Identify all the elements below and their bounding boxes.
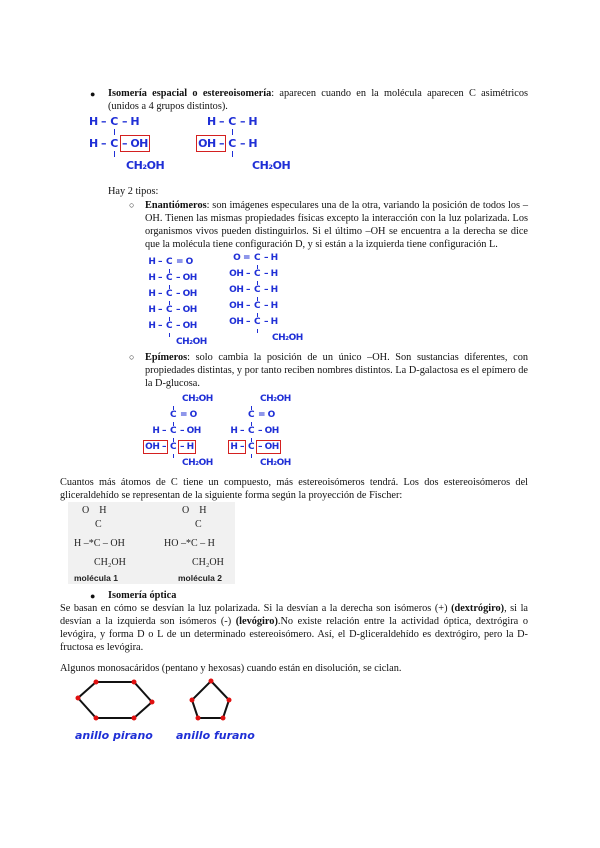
formula-substituent: – OH	[176, 289, 197, 299]
formula-center: C	[253, 301, 261, 311]
formula-center: CH₂OH	[260, 394, 291, 404]
formula-substituent: H –	[88, 137, 106, 150]
formula-substituent: = O	[258, 410, 275, 420]
highlight-box: H –	[230, 442, 244, 452]
formula-row	[222, 426, 315, 437]
formula-substituent	[180, 442, 204, 453]
highlight-box: OH –	[145, 442, 166, 452]
sub-bullet: ○	[129, 352, 135, 362]
stereoisomerism-title: Isomería espacial o estereoisomería	[108, 88, 272, 99]
cyclize-paragraph: Algunos monosacáridos (pentano y hexosas) cuando están en disolución, se ciclan.	[60, 663, 402, 674]
formula-row	[222, 394, 315, 405]
structure-stereo-2	[190, 115, 330, 172]
formula-row	[80, 115, 204, 128]
chiral-center-row: H –*C – OH	[74, 538, 125, 549]
enantiomer-structures	[60, 251, 528, 351]
fischer-projection-image	[68, 502, 235, 584]
levogiro: (levógiro)	[235, 616, 278, 627]
formula-center: CH₂OH	[252, 159, 291, 172]
structure-epimer-2	[222, 394, 315, 469]
formula-substituent: OH –	[229, 269, 250, 279]
formula-substituent: H –	[148, 257, 162, 267]
formula-substituent: – OH	[176, 305, 197, 315]
formula-substituent: O =	[233, 253, 250, 263]
formula-center: C	[253, 253, 261, 263]
highlight-box: – H	[180, 442, 194, 452]
pyran-label: anillo pirano	[75, 729, 153, 742]
epimers-title: Epímeros	[145, 352, 188, 363]
formula-row	[222, 301, 327, 312]
formula-substituent: H –	[88, 115, 106, 128]
formula-center: C	[247, 442, 255, 452]
ch2oh: CH₂OH	[192, 557, 224, 568]
ring-block	[60, 675, 528, 747]
formula-substituent: – H	[122, 115, 140, 128]
formula-center: C	[165, 273, 173, 283]
formula-center: CH₂OH	[176, 337, 207, 347]
formula-center: C	[228, 137, 236, 150]
formula-center: C	[165, 305, 173, 315]
dextrogiro: (dextrógiro)	[451, 603, 505, 614]
enantiomers-title: Enantiómeros	[145, 200, 207, 211]
formula-substituent: – H	[264, 285, 278, 295]
highlight-box: – OH	[258, 442, 279, 452]
formula-substituent: – H	[264, 301, 278, 311]
formula-row	[222, 442, 315, 453]
optical-paragraph	[60, 602, 528, 654]
formula-substituent: OH –	[229, 301, 250, 311]
formula-row	[222, 458, 315, 469]
formula-substituent	[190, 137, 224, 150]
epimer-structures	[60, 390, 528, 476]
formula-substituent: = O	[176, 257, 193, 267]
formula-center: CH₂OH	[182, 394, 213, 404]
formula-row	[80, 137, 204, 150]
formula-center: C	[165, 321, 173, 331]
enantiomers-paragraph	[145, 199, 528, 251]
formula-center: CH₂OH	[182, 458, 213, 468]
furan-label: anillo furano	[176, 729, 255, 742]
pyran-ring	[78, 682, 152, 718]
formula-substituent	[144, 442, 166, 453]
formula-substituent: – H	[240, 137, 258, 150]
formula-substituent: H –	[230, 426, 244, 436]
formula-substituent: = O	[180, 410, 197, 420]
formula-substituent: H –	[148, 289, 162, 299]
formula-center: C	[253, 317, 261, 327]
formula-substituent: H –	[148, 321, 162, 331]
formula-substituent: – H	[264, 269, 278, 279]
formula-center: C	[110, 137, 118, 150]
formula-substituent	[222, 442, 244, 453]
formula-center: C	[165, 257, 173, 267]
formula-substituent: – OH	[258, 426, 279, 436]
formula-substituent: OH –	[229, 285, 250, 295]
text: Se basan en cómo se desvían la luz polarizada. Si la desvían a la derecha son isómeros (+)	[60, 603, 452, 614]
formula-substituent: H –	[206, 115, 224, 128]
formula-center: C	[228, 115, 236, 128]
formula-substituent: OH –	[229, 317, 250, 327]
formula-center: C	[169, 442, 177, 452]
formula-center: C	[169, 410, 177, 420]
epimers-block	[60, 351, 528, 390]
optical-title-text: Isomería óptica	[108, 590, 177, 601]
stereo-structures	[60, 113, 528, 185]
formula-center: C	[165, 289, 173, 299]
text: .No existe relación entre la actividad óptica, dextrógira o levógira, y forma D o L de un determinado estereoisómero. Así, el D-gliceraldehído es dextrógiro, pero la D-fructosa es levógira.	[60, 616, 528, 653]
stereoisomerism-paragraph	[108, 87, 528, 113]
types-intro: Hay 2 tipos:	[108, 186, 159, 197]
text: , si la desvían a la izquierda son isómeros (-)	[60, 603, 529, 627]
formula-substituent: – OH	[176, 273, 197, 283]
sub-bullet: ○	[129, 200, 135, 210]
chiral-center-row: HO –*C – H	[164, 538, 215, 549]
structure-stereo-1	[80, 115, 204, 172]
formula-center: C	[169, 426, 177, 436]
formula-center: C	[247, 426, 255, 436]
formula-center: C	[110, 115, 118, 128]
formula-substituent: – OH	[176, 321, 197, 331]
structure-enantiomer-l	[222, 253, 327, 344]
carbon: C	[95, 519, 102, 530]
molecule-2-label: molécula 2	[178, 573, 222, 583]
enantiomers-block	[60, 199, 528, 251]
bond-line	[190, 128, 330, 137]
formula-center: CH₂OH	[260, 458, 291, 468]
formula-row	[190, 137, 330, 150]
formula-substituent: – H	[264, 253, 278, 263]
formula-substituent: – H	[264, 317, 278, 327]
optical-title	[60, 589, 528, 602]
epimers-text: : solo cambia la posición de un único –OH. Son sustancias diferentes, con propiedades distintas, y por tanto reciben nombres distintos. La D-galactosa es el epímero de la D-glucosa.	[145, 352, 528, 389]
epimers-paragraph	[145, 351, 528, 390]
document-body	[60, 87, 528, 747]
formula-substituent: – H	[240, 115, 258, 128]
formula-center: C	[253, 269, 261, 279]
formula-row	[222, 269, 327, 280]
formula-center: C	[247, 410, 255, 420]
furan-ring	[192, 681, 229, 718]
enantiomers-text: : son imágenes especulares una de la otra, variando la posición de todos los –OH. Tienen las mismas propiedades físicas excepto la interacción con la luz polarizada. Los organismos vivos pueden distinguirlos. Si el último –OH se encuentra a la derecha se dice que la molécula tiene configuración D, y si están a la izquierda tiene configuración L.	[145, 200, 528, 250]
formula-center: CH₂OH	[272, 333, 303, 343]
bullet: ●	[90, 89, 96, 99]
formula-substituent: H –	[148, 273, 162, 283]
formula-row	[222, 410, 315, 421]
formula-substituent: H –	[152, 426, 166, 436]
highlight-box: – OH	[122, 137, 148, 150]
aldehyde-group: O H	[182, 505, 207, 516]
ring-diagrams	[60, 675, 280, 725]
formula-row	[80, 159, 204, 172]
stereoisomers-paragraph: Cuantos más átomos de C tiene un compuesto, más estereoisómeros tendrá. Los dos estereoisómeros del gliceraldehído se representan de la siguiente forma según la proyección de Fischer:	[60, 477, 528, 501]
formula-center: CH₂OH	[126, 159, 165, 172]
formula-row	[190, 115, 330, 128]
formula-row	[222, 317, 327, 328]
formula-row	[222, 285, 327, 296]
formula-row	[222, 333, 327, 344]
bond-line	[80, 150, 204, 159]
formula-substituent: H –	[148, 305, 162, 315]
stereoisomerism-text: : aparecen cuando en la molécula aparecen C asimétricos (unidos a 4 grupos distintos).	[108, 88, 529, 112]
formula-row	[222, 253, 327, 264]
formula-substituent: – OH	[180, 426, 201, 436]
formula-row	[190, 159, 330, 172]
aldehyde-group: O H	[82, 505, 107, 516]
molecule-1-label: molécula 1	[74, 573, 118, 583]
highlight-box: OH –	[198, 137, 224, 150]
carbon: C	[195, 519, 202, 530]
bullet: ●	[90, 591, 96, 601]
formula-center: C	[253, 285, 261, 295]
formula-substituent	[122, 137, 162, 150]
ch2oh: CH₂OH	[94, 557, 126, 568]
formula-substituent	[258, 442, 282, 453]
bond-line	[190, 150, 330, 159]
bond-line	[80, 128, 204, 137]
stereoisomerism-block	[60, 87, 528, 113]
